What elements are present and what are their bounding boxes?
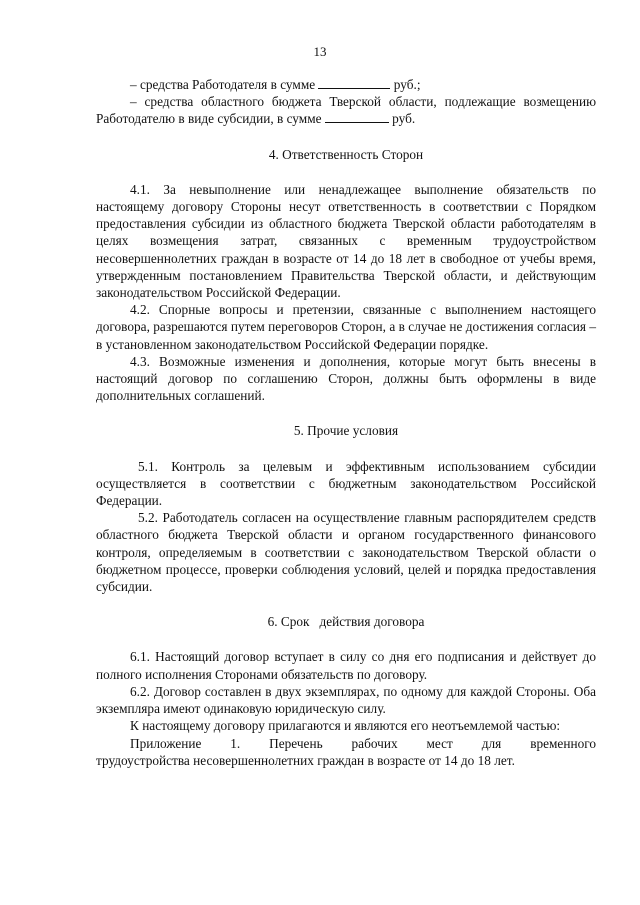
appendix-word: Приложение <box>130 735 202 751</box>
section-5-heading: 5. Прочие условия <box>293 423 399 439</box>
section-4-heading: 4. Ответственность Сторон <box>268 146 424 162</box>
clause-6-2: 6.2. Договор составлен в двух экземплярах, по одному для каждой Стороны. Оба экземпляра имеют одинаковую юридическую силу. <box>96 683 596 717</box>
amount-blank <box>325 110 389 123</box>
attachments-intro: К настоящему договору прилагаются и являются его неотъемлемой частью: <box>130 718 561 734</box>
appendix-word: рабочих <box>351 735 398 751</box>
clause-4-2: 4.2. Спорные вопросы и претензии, связанные с выполнением настоящего договора, разрешаются путем переговоров Сторон, а в случае не достижения согласия – в установленном законодательством Российской Федерации порядке. <box>96 302 596 352</box>
appendix-word: для <box>481 735 502 751</box>
clause-4-1: 4.1. За невыполнение или ненадлежащее выполнение обязательств по настоящему договору Стороны несут ответственность в соответствии с Порядком предоставления субсидии из областного бюджета Тверской области работодателям в целях возмещения затрат, связанных с временным трудоустройством несовершеннолетних граждан в возрасте от 14 до 18 лет в свободное от учебы время, утвержденным постановлением Правительства Тверской области, и действующим законодательством Российской Федерации. <box>96 181 596 301</box>
section-6-heading: 6. Срок действия договора <box>267 614 425 630</box>
document-body <box>96 76 596 769</box>
appendix-word: 1. <box>230 735 241 751</box>
funding-employer-text: – средства Работодателя в сумме <box>130 77 316 92</box>
appendix-word: временного <box>530 735 596 751</box>
funding-budget-line <box>96 93 596 127</box>
appendix-word: мест <box>426 735 453 751</box>
clause-4-3: 4.3. Возможные изменения и дополнения, которые могут быть внесены в настоящий договор по соглашению Сторон, должны быть оформлены в виде дополнительных соглашений. <box>96 353 596 404</box>
funding-employer-unit: руб.; <box>393 77 421 92</box>
appendix-line <box>96 735 596 752</box>
funding-budget-unit: руб. <box>392 111 416 127</box>
appendix-title-rest: трудоустройства несовершеннолетних граждан в возрасте от 14 до 18 лет. <box>96 752 515 768</box>
page-number: 13 <box>313 44 327 59</box>
funding-employer-line <box>96 76 596 93</box>
funding-budget-text: – средства областного бюджета Тверской области, подлежащие возмещению Работодателю в виде субсидии, в сумме <box>96 94 596 127</box>
appendix-word: Перечень <box>269 735 323 751</box>
clause-5-1: 5.1. Контроль за целевым и эффективным использованием субсидии осуществляется в соответствии с бюджетным законодательством Российской Федерации. <box>96 458 596 509</box>
clause-6-1: 6.1. Настоящий договор вступает в силу со дня его подписания и действует до полного исполнения Сторонами обязательств по договору. <box>96 649 596 682</box>
clause-5-2: 5.2. Работодатель согласен на осуществление главным распорядителем средств областного бюджета Тверской области и органом государственного финансового контроля, определяемым в соответствии с законодательством Тверской области о бюджетном процессе, проверки соблюдения условий, целей и порядка предоставления субсидии. <box>96 510 596 595</box>
amount-blank <box>318 76 390 89</box>
